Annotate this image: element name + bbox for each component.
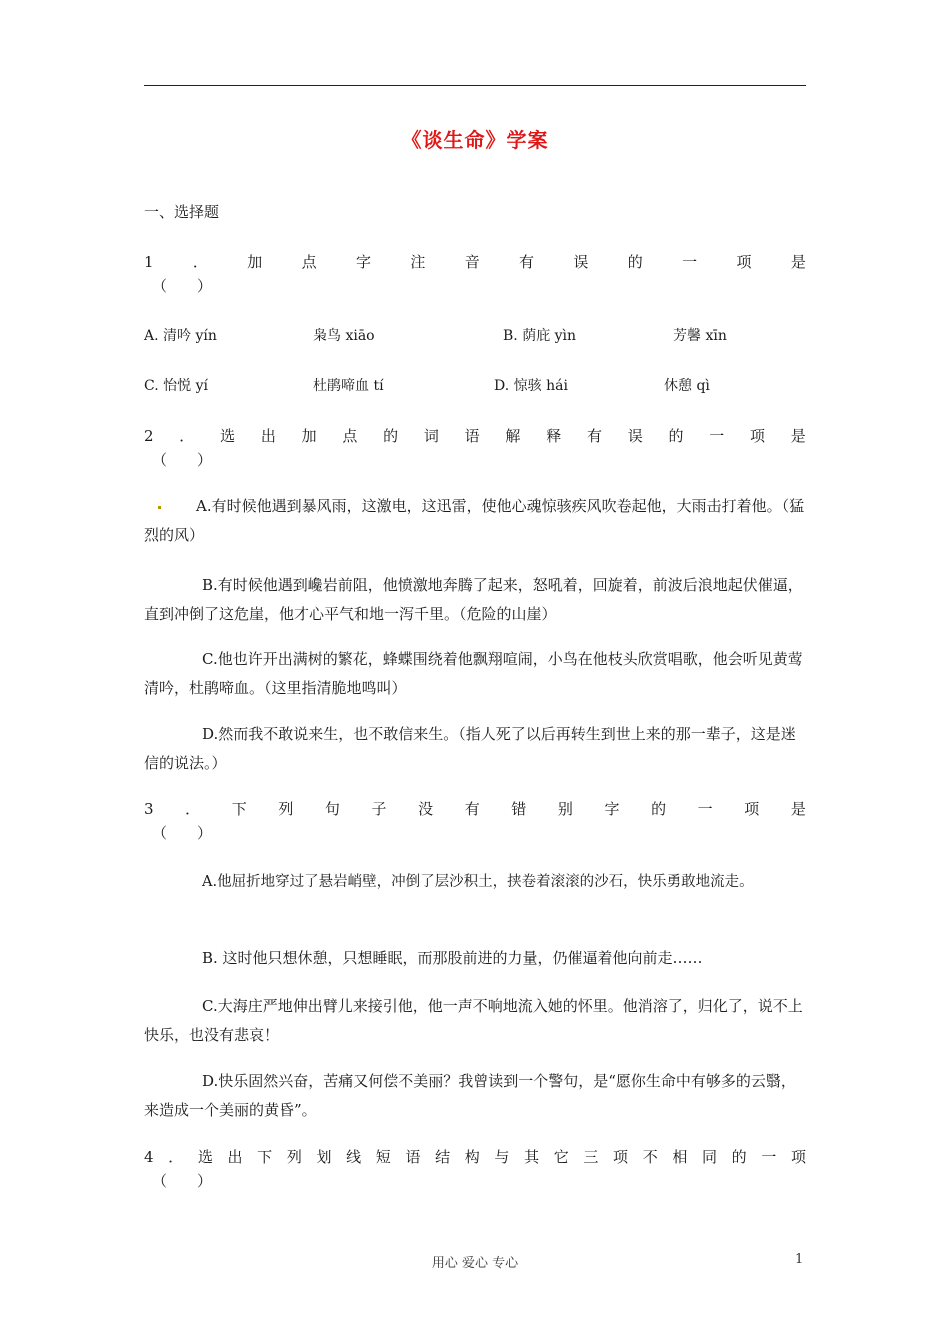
stem-char: 误 [627, 427, 643, 445]
stem-char: 不 [642, 1148, 658, 1166]
stem-char: 同 [702, 1148, 718, 1166]
stem-char: 加 [301, 427, 317, 445]
stem-char: 句 [324, 800, 340, 818]
option-paragraph: C.他也许开出满树的繁花，蜂蝶围绕着他飘翔喧闹，小鸟在他枝头欣赏唱歌，他会听见黄莺清吟，杜鹃啼血。（这里指清脆地鸣叫） [144, 650, 803, 697]
option-d2: 休憩 qì [664, 378, 710, 394]
stem-char: 2 [144, 427, 154, 445]
stem-char: 1 [144, 253, 154, 271]
stem-char: 注 [410, 253, 426, 271]
question-2-stem [144, 424, 806, 448]
answer-paren: （ ） [152, 1172, 213, 1190]
stem-char: 出 [260, 427, 276, 445]
option-paragraph: B.有时候他遇到巉岩前阻，他愤激地奔腾了起来，怒吼着，回旋着，前波后浪地起伏催逼，直到冲倒了这危崖，他才心平气和地一泻千里。（危险的山崖） [144, 576, 803, 623]
option-c2: 杜鹃啼血 tí [313, 378, 384, 394]
section-heading: 一、选择题 [144, 203, 220, 221]
option-text: A.有时候他遇到暴风雨，这激电，这迅雷，使他心魂惊骇疾风吹卷起他，大雨击打着他。（猛烈的风） [144, 497, 805, 544]
option-paragraph: A.他屈折地穿过了悬岩峭壁，冲倒了层沙积土，挟卷着滚滚的沙石，快乐勇敢地流走。 [202, 874, 754, 890]
stem-char: 词 [423, 427, 439, 445]
answer-paren: （ ） [152, 451, 213, 469]
stem-char: 一 [709, 427, 725, 445]
stem-char: 项 [744, 800, 760, 818]
option-b1: B. 荫庇 yìn [503, 328, 577, 344]
stem-char: 别 [557, 800, 573, 818]
stem-char: 字 [604, 800, 620, 818]
stem-char: 是 [790, 800, 806, 818]
stem-char: 是 [790, 427, 806, 445]
stem-char: 其 [524, 1148, 540, 1166]
stem-char: 与 [494, 1148, 510, 1166]
stem-char: ． [192, 253, 208, 271]
stem-char: 的 [651, 800, 667, 818]
stem-char: 选 [220, 427, 236, 445]
stem-char: 解 [505, 427, 521, 445]
stem-char: 结 [435, 1148, 451, 1166]
stem-char: 语 [464, 427, 480, 445]
stem-char: 下 [257, 1148, 273, 1166]
stem-char: 4 [144, 1148, 154, 1166]
header-rule [144, 85, 806, 86]
stem-char: 一 [697, 800, 713, 818]
stem-char: ． [185, 800, 201, 818]
page-footer: 用心 爱心 专心 [431, 1256, 519, 1271]
stem-char: 相 [672, 1148, 688, 1166]
option-paragraph: D.然而我不敢说来生，也不敢信来生。（指人死了以后再转生到世上来的那一辈子，这是迷信的说法。） [144, 725, 796, 772]
question-4-stem [144, 1145, 806, 1169]
stem-char: ． [168, 1148, 184, 1166]
option-paragraph [144, 492, 806, 550]
stem-char: 构 [464, 1148, 480, 1166]
stem-char: 的 [668, 427, 684, 445]
stem-char: 有 [586, 427, 602, 445]
stem-char: 有 [519, 253, 535, 271]
stem-char: 点 [301, 253, 317, 271]
stem-char: 的 [627, 253, 643, 271]
stem-char: 误 [573, 253, 589, 271]
emphasis-dot-icon [158, 506, 161, 509]
stem-char: 一 [682, 253, 698, 271]
option-a2: 枭鸟 xiāo [313, 328, 375, 344]
option-paragraph: C.大海庄严地伸出臂儿来接引他，他一声不响地流入她的怀里。他消溶了，归化了，说不上快乐，也没有悲哀！ [144, 997, 803, 1044]
stem-char: 释 [546, 427, 562, 445]
page-number: 1 [795, 1252, 804, 1267]
stem-char: 没 [418, 800, 434, 818]
stem-char: ． [179, 427, 195, 445]
stem-char: 出 [227, 1148, 243, 1166]
stem-char: 选 [197, 1148, 213, 1166]
option-c1: C. 怡悦 yí [144, 378, 208, 394]
stem-char: 短 [375, 1148, 391, 1166]
stem-char: 3 [144, 800, 154, 818]
stem-char: 的 [383, 427, 399, 445]
stem-char: 音 [464, 253, 480, 271]
stem-char: 线 [346, 1148, 362, 1166]
stem-char: 一 [761, 1148, 777, 1166]
document-title: 《谈生命》学案 [401, 128, 549, 152]
stem-char: 的 [731, 1148, 747, 1166]
option-d1: D. 惊骇 hái [494, 378, 568, 394]
answer-paren: （ ） [152, 277, 213, 295]
stem-char: 项 [736, 253, 752, 271]
stem-char: 列 [286, 1148, 302, 1166]
stem-char: 三 [583, 1148, 599, 1166]
option-paragraph: B. 这时他只想休憩，只想睡眠，而那股前进的力量，仍催逼着他向前走…… [202, 949, 703, 967]
stem-char: 下 [231, 800, 247, 818]
stem-char: 语 [405, 1148, 421, 1166]
option-b2: 芳馨 xīn [673, 328, 727, 344]
stem-char: 子 [371, 800, 387, 818]
option-paragraph: D.快乐固然兴奋，苦痛又何偿不美丽？我曾读到一个警句，是“愿你生命中有够多的云翳，来造成一个美丽的黄昏”。 [144, 1072, 796, 1119]
stem-char: 错 [511, 800, 527, 818]
stem-char: 项 [790, 1148, 806, 1166]
question-3-stem [144, 797, 806, 821]
stem-char: 它 [553, 1148, 569, 1166]
stem-char: 是 [790, 253, 806, 271]
stem-char: 项 [613, 1148, 629, 1166]
stem-char: 项 [750, 427, 766, 445]
stem-char: 加 [247, 253, 263, 271]
stem-char: 列 [278, 800, 294, 818]
option-a1: A. 清吟 yín [144, 328, 217, 344]
answer-paren: （ ） [152, 824, 213, 842]
stem-char: 划 [316, 1148, 332, 1166]
stem-char: 有 [464, 800, 480, 818]
question-1-stem [144, 250, 806, 274]
stem-char: 点 [342, 427, 358, 445]
stem-char: 字 [355, 253, 371, 271]
